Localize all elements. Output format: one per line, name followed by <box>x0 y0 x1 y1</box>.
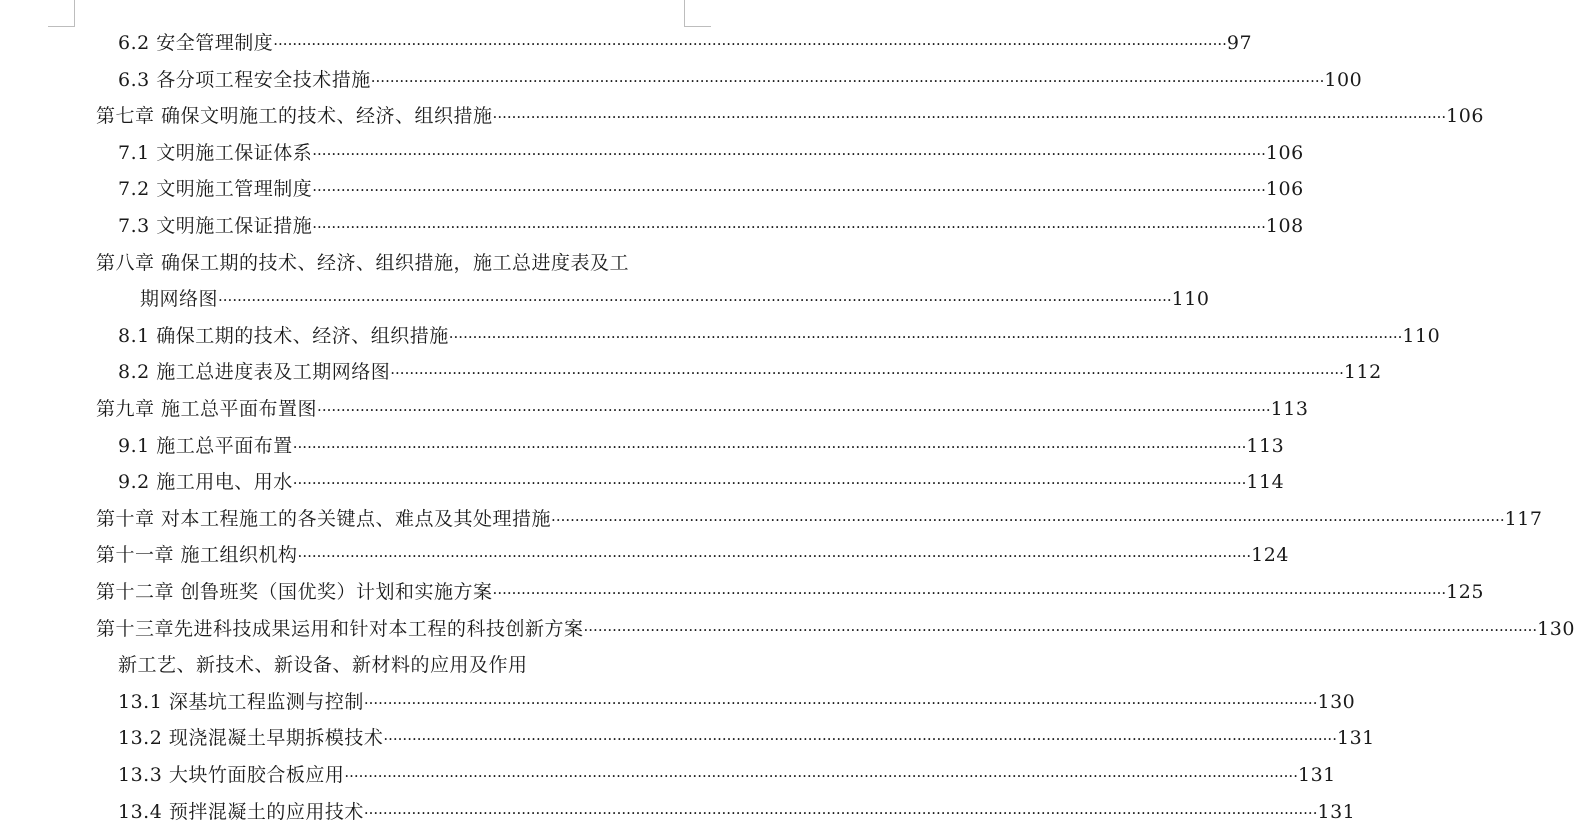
toc-entry-title: 7.2 文明施工管理制度 <box>118 178 313 201</box>
toc-entry-title: 7.1 文明施工保证体系 <box>118 141 313 164</box>
toc-entry-page-number: 113 <box>1246 434 1285 457</box>
toc-entry[interactable] <box>0 357 1382 387</box>
toc-entry[interactable] <box>0 467 1285 497</box>
toc-entry-page-number: 131 <box>1297 764 1336 786</box>
toc-entry-page-number: 112 <box>1343 361 1382 384</box>
toc-dot-leader: ········································································································································································································ <box>312 181 1266 200</box>
toc-entry[interactable] <box>0 174 1304 204</box>
toc-entry-title: 9.2 施工用电、用水 <box>118 471 293 494</box>
toc-dot-leader: ········································································································································································································ <box>390 364 1344 383</box>
toc-entry[interactable] <box>0 28 1253 58</box>
toc-dot-leader: ········································································································································································································ <box>492 584 1447 602</box>
toc-dot-leader: ········································································································································································································ <box>448 327 1403 346</box>
toc-dot-leader: ········································································································································································································ <box>317 401 1271 419</box>
toc-dot-leader: ········································································································································································································ <box>583 620 1538 639</box>
toc-entry[interactable] <box>0 138 1304 168</box>
toc-entry-title: 13.4 预拌混凝土的应用技术 <box>118 800 364 823</box>
toc-dot-leader: ········································································································································································································ <box>344 767 1298 785</box>
toc-dot-leader: ········································································································································································································ <box>492 108 1447 127</box>
toc-entry-page-number: 114 <box>1246 471 1285 494</box>
toc-entry[interactable] <box>0 650 781 680</box>
toc-dot-leader: ········································································································································································································ <box>363 693 1318 712</box>
toc-entry[interactable] <box>0 504 1543 534</box>
toc-entry[interactable] <box>0 65 1363 95</box>
toc-entry[interactable] <box>0 687 1356 717</box>
toc-entry-title: 8.2 施工总进度表及工期网络图 <box>118 361 391 384</box>
toc-entry-page-number: 106 <box>1265 141 1304 164</box>
toc-entry[interactable] <box>0 394 1309 424</box>
toc-entry[interactable] <box>0 577 1484 607</box>
toc-entry-title: 期网络图 <box>140 288 219 311</box>
toc-entry[interactable] <box>0 797 1356 827</box>
toc-entry-title: 第八章 确保工期的技术、经济、组织措施，施工总进度表及工 <box>96 251 630 274</box>
toc-dot-leader: ········································································································································································································ <box>292 437 1247 456</box>
toc-entry-title: 6.2 安全管理制度 <box>118 32 274 54</box>
toc-entry-page-number: 110 <box>1402 324 1441 347</box>
toc-entry-page-number: 100 <box>1324 68 1363 91</box>
toc-dot-leader: ········································································································································································································ <box>312 144 1266 163</box>
toc-entry-title: 第十章 对本工程施工的各关键点、难点及其处理措施 <box>96 507 552 530</box>
toc-entry-page-number: 106 <box>1265 178 1304 201</box>
toc-entry-title: 13.1 深基坑工程监测与控制 <box>118 690 364 713</box>
toc-entry-title: 13.2 现浇混凝土早期拆模技术 <box>118 727 384 750</box>
toc-entry-title: 6.3 各分项工程安全技术措施 <box>118 68 371 91</box>
toc-entry-page-number: 125 <box>1446 581 1484 603</box>
toc-entry-title: 第九章 施工总平面布置图 <box>96 398 318 420</box>
toc-entry[interactable] <box>0 101 1484 131</box>
toc-entry-page-number: 130 <box>1317 690 1356 713</box>
toc-entry-page-number: 106 <box>1446 105 1484 128</box>
toc-entry-title: 9.1 施工总平面布置 <box>118 434 293 457</box>
toc-entry-page-number: 97 <box>1226 32 1253 54</box>
toc-entry-page-number: 117 <box>1504 507 1543 530</box>
toc-dot-leader: ········································································································································································································ <box>551 510 1505 529</box>
page-corner-mark-left <box>48 0 75 27</box>
toc-entry[interactable] <box>0 248 781 278</box>
toc-entry-page-number: 131 <box>1336 727 1375 750</box>
toc-entry-page-number: 113 <box>1270 398 1309 420</box>
page-corner-mark-right <box>684 0 711 27</box>
toc-entry-title: 7.3 文明施工保证措施 <box>118 215 313 237</box>
toc-dot-leader: ········································································································································································································ <box>370 71 1325 90</box>
toc-entry[interactable] <box>0 431 1285 461</box>
toc-dot-leader: ········································································································································································································ <box>218 291 1172 310</box>
toc-entry-title: 第十二章 创鲁班奖（国优奖）计划和实施方案 <box>96 581 493 603</box>
toc-entry-page-number: 130 <box>1537 617 1575 640</box>
toc-entry[interactable] <box>0 540 1289 570</box>
toc-dot-leader: ········································································································································································································ <box>383 730 1337 749</box>
toc-entry[interactable] <box>0 760 1336 790</box>
toc-dot-leader: ········································································································································································································ <box>297 547 1252 566</box>
toc-entry[interactable] <box>0 723 1375 753</box>
toc-entry-title: 第十三章先进科技成果运用和针对本工程的科技创新方案 <box>96 617 584 640</box>
toc-dot-leader: ········································································································································································································ <box>312 218 1266 236</box>
toc-entry-page-number: 124 <box>1251 544 1289 567</box>
toc-dot-leader: ········································································································································································································ <box>292 474 1247 493</box>
toc-entry[interactable] <box>0 321 1441 351</box>
toc-dot-leader: ········································································································································································································ <box>363 803 1318 822</box>
toc-entry-page-number: 108 <box>1265 215 1304 237</box>
toc-entry-title: 第十一章 施工组织机构 <box>96 544 298 567</box>
toc-entry-title: 13.3 大块竹面胶合板应用 <box>118 764 345 786</box>
toc-entry-title: 第七章 确保文明施工的技术、经济、组织措施 <box>96 105 493 128</box>
toc-dot-leader: ········································································································································································································ <box>273 35 1227 53</box>
toc-entry[interactable] <box>0 614 1575 644</box>
toc-entry-title: 8.1 确保工期的技术、经济、组织措施 <box>118 324 449 347</box>
toc-entry-page-number: 110 <box>1171 288 1210 311</box>
toc-entry-title: 新工艺、新技术、新设备、新材料的应用及作用 <box>118 654 528 677</box>
toc-entry[interactable] <box>0 211 1304 241</box>
toc-entry[interactable] <box>0 284 1210 314</box>
toc-entry-page-number: 131 <box>1317 800 1356 823</box>
